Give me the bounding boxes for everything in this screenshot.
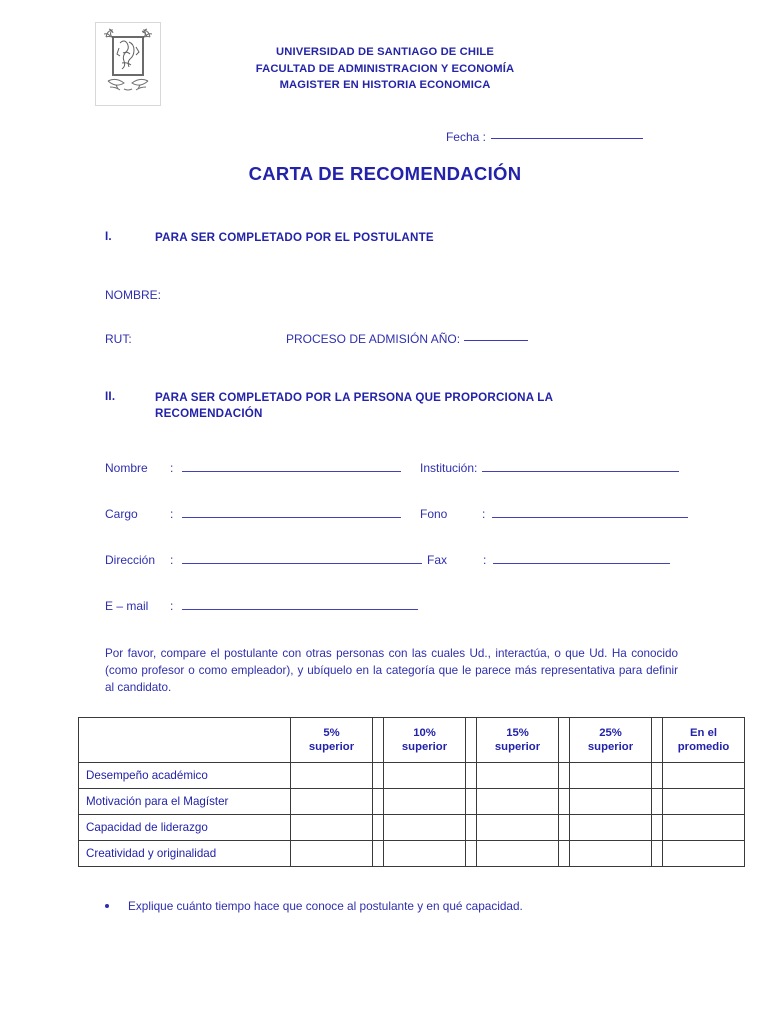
table-spacer-cell [466, 841, 477, 867]
table-spacer-cell [373, 841, 384, 867]
table-row [79, 815, 745, 841]
table-row [79, 841, 745, 867]
question-text: Explique cuánto tiempo hace que conoce al postulante y en qué capacidad. [128, 899, 523, 913]
table-spacer-cell [652, 789, 663, 815]
field-institucion [420, 460, 679, 475]
table-col-header-5 [291, 718, 373, 763]
field-nombre-label: Nombre [105, 461, 148, 475]
table-col-header-15 [477, 718, 559, 763]
table-spacer-cell [466, 763, 477, 789]
field-nombre-colon: : [170, 461, 174, 475]
rating-cell[interactable] [663, 815, 745, 841]
table-spacer-column [373, 718, 384, 763]
rating-cell[interactable] [663, 763, 745, 789]
institution-line-3: MAGISTER EN HISTORIA ECONOMICA [279, 79, 491, 91]
date-blank-line[interactable] [491, 138, 643, 139]
table-spacer-cell [559, 763, 570, 789]
table-spacer-column [652, 718, 663, 763]
field-cargo-label: Cargo [105, 507, 138, 521]
col-header-top: 25% [599, 726, 622, 739]
section-heading-one [105, 230, 665, 246]
field-fax-label: Fax [427, 553, 448, 567]
rating-cell[interactable] [384, 763, 466, 789]
col-header-top: 5% [323, 726, 340, 739]
field-direccion [105, 552, 422, 567]
col-header-top: 15% [506, 726, 529, 739]
admission-year-blank-line[interactable] [464, 340, 528, 341]
applicant-name-label: NOMBRE: [105, 288, 162, 302]
university-crest-logo [95, 22, 161, 106]
bullet-dot-icon [105, 904, 109, 908]
rating-cell[interactable] [291, 841, 373, 867]
field-email-colon: : [170, 599, 174, 613]
questions-list [105, 898, 695, 915]
field-institucion-label: Institución: [420, 461, 478, 475]
rating-cell[interactable] [477, 763, 559, 789]
document-header [0, 22, 770, 144]
applicant-rut-label: RUT: [105, 332, 132, 346]
table-spacer-column [466, 718, 477, 763]
table-spacer-cell [466, 815, 477, 841]
section-one-title: PARA SER COMPLETADO POR EL POSTULANTE [155, 231, 434, 244]
table-spacer-cell [559, 789, 570, 815]
col-header-bottom: superior [587, 741, 634, 753]
field-email-label: E – mail [105, 599, 149, 613]
table-spacer-column [559, 718, 570, 763]
table-spacer-cell [652, 841, 663, 867]
field-cargo [105, 506, 401, 521]
field-row [105, 598, 695, 644]
field-email-input-line[interactable] [182, 598, 418, 610]
field-direccion-label: Dirección [105, 553, 156, 567]
table-corner-header [79, 718, 291, 763]
rating-cell[interactable] [384, 841, 466, 867]
table-row [79, 763, 745, 789]
field-fono-colon: : [482, 507, 486, 521]
crest-icon [96, 23, 160, 105]
section-two-title: PARA SER COMPLETADO POR LA PERSONA QUE PROPORCIONA LA RECOMENDACIÓN [155, 391, 553, 420]
table-col-header-10 [384, 718, 466, 763]
field-fono-label: Fono [420, 507, 448, 521]
date-field [175, 130, 643, 144]
col-header-bottom: promedio [677, 741, 730, 753]
field-row [105, 506, 695, 552]
field-cargo-input-line[interactable] [182, 506, 401, 518]
admission-year-label: PROCESO DE ADMISIÓN AÑO: [286, 332, 461, 346]
institution-line-2: FACULTAD DE ADMINISTRACION Y ECONOMÍA [255, 62, 515, 75]
field-row [105, 552, 695, 598]
field-fax-input-line[interactable] [493, 552, 670, 564]
field-nombre-input-line[interactable] [182, 460, 401, 472]
rating-cell[interactable] [477, 841, 559, 867]
col-header-bottom: superior [401, 741, 448, 753]
field-fax-colon: : [483, 553, 487, 567]
rating-cell[interactable] [570, 841, 652, 867]
table-spacer-cell [559, 815, 570, 841]
admission-year-field [286, 332, 528, 346]
table-spacer-cell [373, 815, 384, 841]
table-spacer-cell [466, 789, 477, 815]
rating-cell[interactable] [570, 763, 652, 789]
col-header-bottom: superior [494, 741, 541, 753]
rating-cell[interactable] [570, 815, 652, 841]
table-header-row [79, 718, 745, 763]
col-header-top: En el [690, 726, 717, 739]
date-label: Fecha : [445, 130, 486, 144]
page-title: CARTA DE RECOMENDACIÓN [248, 163, 522, 184]
section-two-numeral: II. [105, 390, 116, 403]
table-spacer-cell [559, 841, 570, 867]
table-spacer-cell [373, 789, 384, 815]
field-email [105, 598, 418, 613]
institution-line-1: UNIVERSIDAD DE SANTIAGO DE CHILE [275, 46, 494, 58]
rating-cell[interactable] [384, 789, 466, 815]
section-heading-two [105, 390, 665, 422]
field-cargo-colon: : [170, 507, 174, 521]
instructions-paragraph: Por favor, compare el postulante con otras personas con las cuales Ud., interactúa, o que Ud. Ha conocido (como profesor o como empleador), y ubíquelo en la categoría que le parece más representativa para definir al candidato. [105, 647, 678, 694]
field-institucion-input-line[interactable] [482, 460, 679, 472]
field-direccion-colon: : [170, 553, 174, 567]
table-spacer-cell [652, 815, 663, 841]
row-label-desempeno: Desempeño académico [79, 763, 291, 789]
table-spacer-cell [652, 763, 663, 789]
field-direccion-input-line[interactable] [182, 552, 422, 564]
row-label-motivacion: Motivación para el Magíster [79, 789, 291, 815]
field-nombre [105, 460, 401, 475]
col-header-bottom: superior [308, 741, 355, 753]
list-item [105, 898, 695, 915]
field-fono-input-line[interactable] [492, 506, 688, 518]
field-fax [427, 552, 670, 567]
rating-cell[interactable] [663, 789, 745, 815]
rating-cell[interactable] [477, 789, 559, 815]
row-label-creatividad: Creatividad y originalidad [79, 841, 291, 867]
row-label-liderazgo: Capacidad de liderazgo [79, 815, 291, 841]
rating-cell[interactable] [663, 841, 745, 867]
col-header-top: 10% [413, 726, 436, 739]
field-row [105, 460, 695, 506]
institution-header-block [175, 44, 595, 94]
table-row [79, 789, 745, 815]
table-col-header-promedio [663, 718, 745, 763]
rating-cell[interactable] [291, 789, 373, 815]
rating-cell[interactable] [570, 789, 652, 815]
rating-cell[interactable] [477, 815, 559, 841]
table-col-header-25 [570, 718, 652, 763]
field-fono [420, 506, 688, 521]
recommender-fields [105, 460, 695, 644]
rating-cell[interactable] [384, 815, 466, 841]
rating-cell[interactable] [291, 815, 373, 841]
section-one-numeral: I. [105, 230, 112, 243]
rating-cell[interactable] [291, 763, 373, 789]
rating-table [78, 717, 745, 867]
table-spacer-cell [373, 763, 384, 789]
